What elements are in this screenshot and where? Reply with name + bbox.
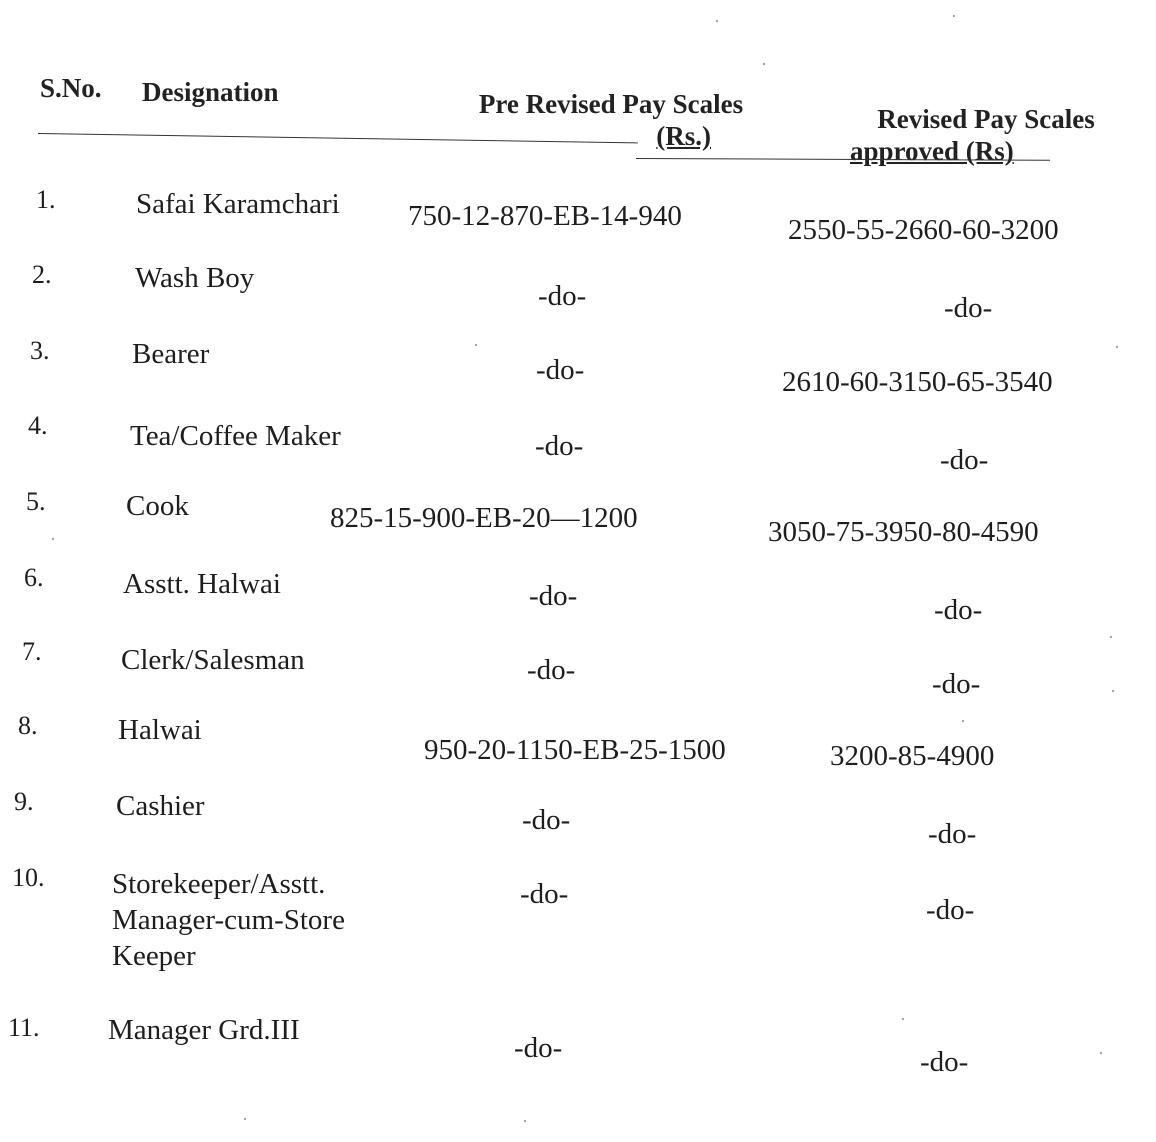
row-5-sno: 5. [26, 487, 46, 516]
header-revised-line2: approved (Rs) [850, 136, 1014, 166]
scan-speck [1116, 346, 1118, 348]
row-10-sno: 10. [12, 863, 45, 892]
row-3-designation: Bearer [132, 338, 210, 370]
scan-speck [1100, 1052, 1102, 1054]
row-8-pre: 950-20-1150-EB-25-1500 [424, 734, 726, 766]
row-10-pre: -do- [520, 878, 569, 910]
row-4-designation: Tea/Coffee Maker [130, 420, 341, 452]
header-sno: S.No. [40, 73, 102, 103]
row-10-revised: -do- [926, 894, 975, 926]
row-11-designation: Manager Grd.III [108, 1014, 300, 1046]
header-revised-line1: Revised Pay Scales [877, 104, 1095, 134]
row-6-pre: -do- [529, 580, 578, 612]
row-11-revised: -do- [920, 1046, 969, 1078]
scan-speck [902, 1018, 904, 1020]
row-1-designation: Safai Karamchari [136, 188, 340, 220]
row-11-sno: 11. [8, 1013, 40, 1042]
row-2-revised: -do- [944, 292, 993, 324]
scan-speck [1112, 690, 1114, 692]
scan-speck [962, 720, 964, 722]
row-5-designation: Cook [126, 490, 189, 522]
row-9-sno: 9. [14, 787, 34, 816]
header-designation: Designation [142, 77, 279, 107]
row-2-pre: -do- [538, 280, 587, 312]
row-9-pre: -do- [522, 804, 571, 836]
row-7-sno: 7. [22, 637, 42, 666]
scan-speck [716, 20, 718, 22]
row-9-revised: -do- [928, 818, 977, 850]
row-10-designation: Storekeeper/Asstt. Manager-cum-Store Keeper [112, 868, 345, 972]
scan-speck [244, 1118, 246, 1120]
row-3-sno: 3. [30, 336, 50, 365]
row-3-pre: -do- [536, 354, 585, 386]
row-6-revised: -do- [934, 594, 983, 626]
scan-speck [1110, 636, 1112, 638]
row-8-designation: Halwai [118, 714, 202, 746]
row-8-sno: 8. [18, 711, 38, 740]
row-7-revised: -do- [932, 668, 981, 700]
header-pre-revised-line1: Pre Revised Pay Scales [478, 89, 744, 119]
scan-speck [763, 63, 765, 65]
row-6-designation: Asstt. Halwai [123, 568, 281, 600]
row-3-revised: 2610-60-3150-65-3540 [782, 366, 1053, 398]
header-revised [850, 103, 1122, 167]
row-2-sno: 2. [32, 260, 52, 289]
row-7-designation: Clerk/Salesman [121, 644, 305, 676]
row-8-revised: 3200-85-4900 [830, 740, 995, 772]
row-5-revised: 3050-75-3950-80-4590 [768, 516, 1039, 548]
row-6-sno: 6. [24, 563, 44, 592]
row-4-revised: -do- [940, 444, 989, 476]
scan-speck [52, 538, 54, 540]
row-11-pre: -do- [514, 1032, 563, 1064]
row-1-pre: 750-12-870-EB-14-940 [408, 200, 682, 232]
row-2-designation: Wash Boy [135, 262, 255, 294]
row-4-sno: 4. [28, 411, 48, 440]
row-9-designation: Cashier [116, 790, 205, 822]
row-7-pre: -do- [527, 654, 576, 686]
row-1-revised: 2550-55-2660-60-3200 [788, 214, 1059, 246]
header-pre-revised-line2: (Rs.) [656, 121, 711, 151]
row-1-sno: 1. [36, 185, 56, 214]
row-4-pre: -do- [535, 430, 584, 462]
scan-speck [953, 15, 955, 17]
scan-speck [524, 1120, 526, 1122]
row-5-pre: 825-15-900-EB-20—1200 [330, 502, 638, 534]
scan-speck [475, 344, 477, 346]
